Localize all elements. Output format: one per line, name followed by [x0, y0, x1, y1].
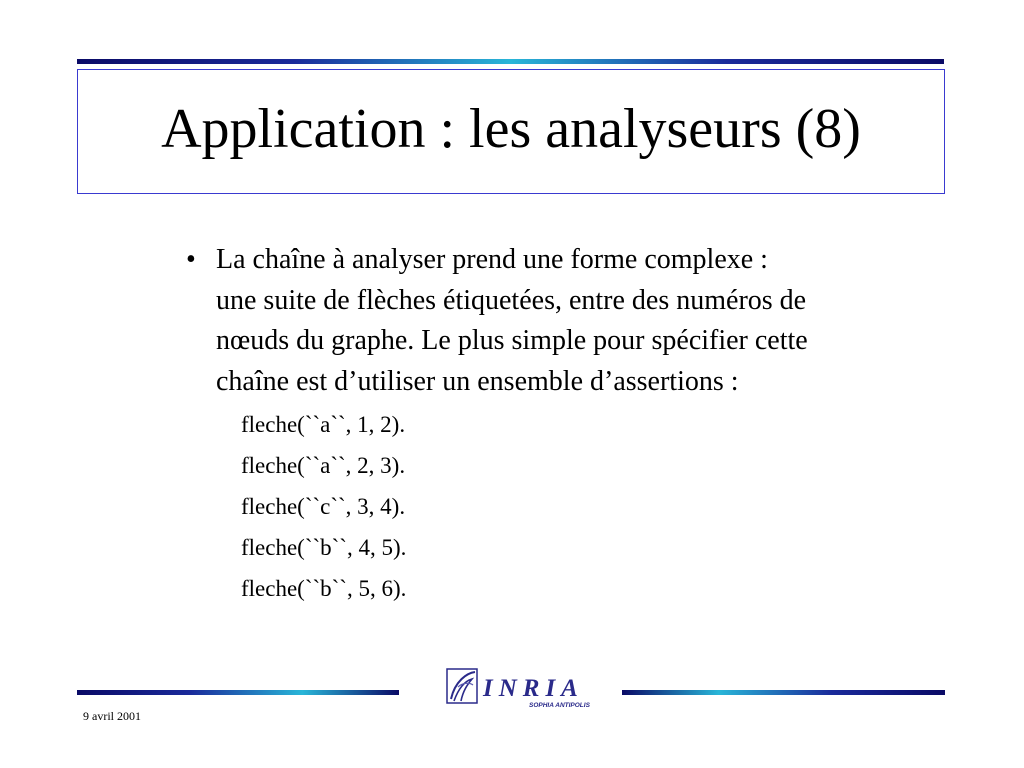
bullet-item	[186, 240, 966, 402]
top-divider	[77, 59, 944, 64]
slide-title: Application : les analyseurs (8)	[161, 97, 861, 160]
assertion-line: fleche(``b``, 5, 6).	[241, 576, 407, 601]
bullet-icon: •	[186, 244, 196, 275]
footer-date: 9 avril 2001	[83, 709, 141, 723]
footer-divider-left	[77, 690, 399, 695]
bullet-line: une suite de flèches étiquetées, entre des numéros de	[216, 284, 807, 316]
assertion-line: fleche(``a``, 1, 2).	[241, 412, 406, 437]
title-box	[77, 69, 945, 194]
bullet-line: chaîne est d’utiliser un ensemble d’assertions :	[216, 365, 739, 397]
bullet-line: nœuds du graphe. Le plus simple pour spécifier cette	[216, 325, 808, 356]
bullet-line: La chaîne à analyser prend une forme complexe :	[216, 244, 768, 275]
slide-body	[186, 240, 966, 609]
inria-swirl-icon	[445, 663, 600, 711]
svg-text:INRIA: INRIA	[483, 675, 584, 702]
assertion-list	[241, 404, 966, 609]
assertion-line: fleche(``b``, 4, 5).	[241, 535, 407, 560]
assertion-line: fleche(``c``, 3, 4).	[241, 494, 406, 519]
assertion-line: fleche(``a``, 2, 3).	[241, 453, 406, 478]
svg-text:SOPHIA ANTIPOLIS: SOPHIA ANTIPOLIS	[529, 702, 590, 709]
inria-logo	[445, 663, 600, 711]
bullet-text	[216, 240, 956, 402]
footer-divider-right	[622, 690, 945, 695]
